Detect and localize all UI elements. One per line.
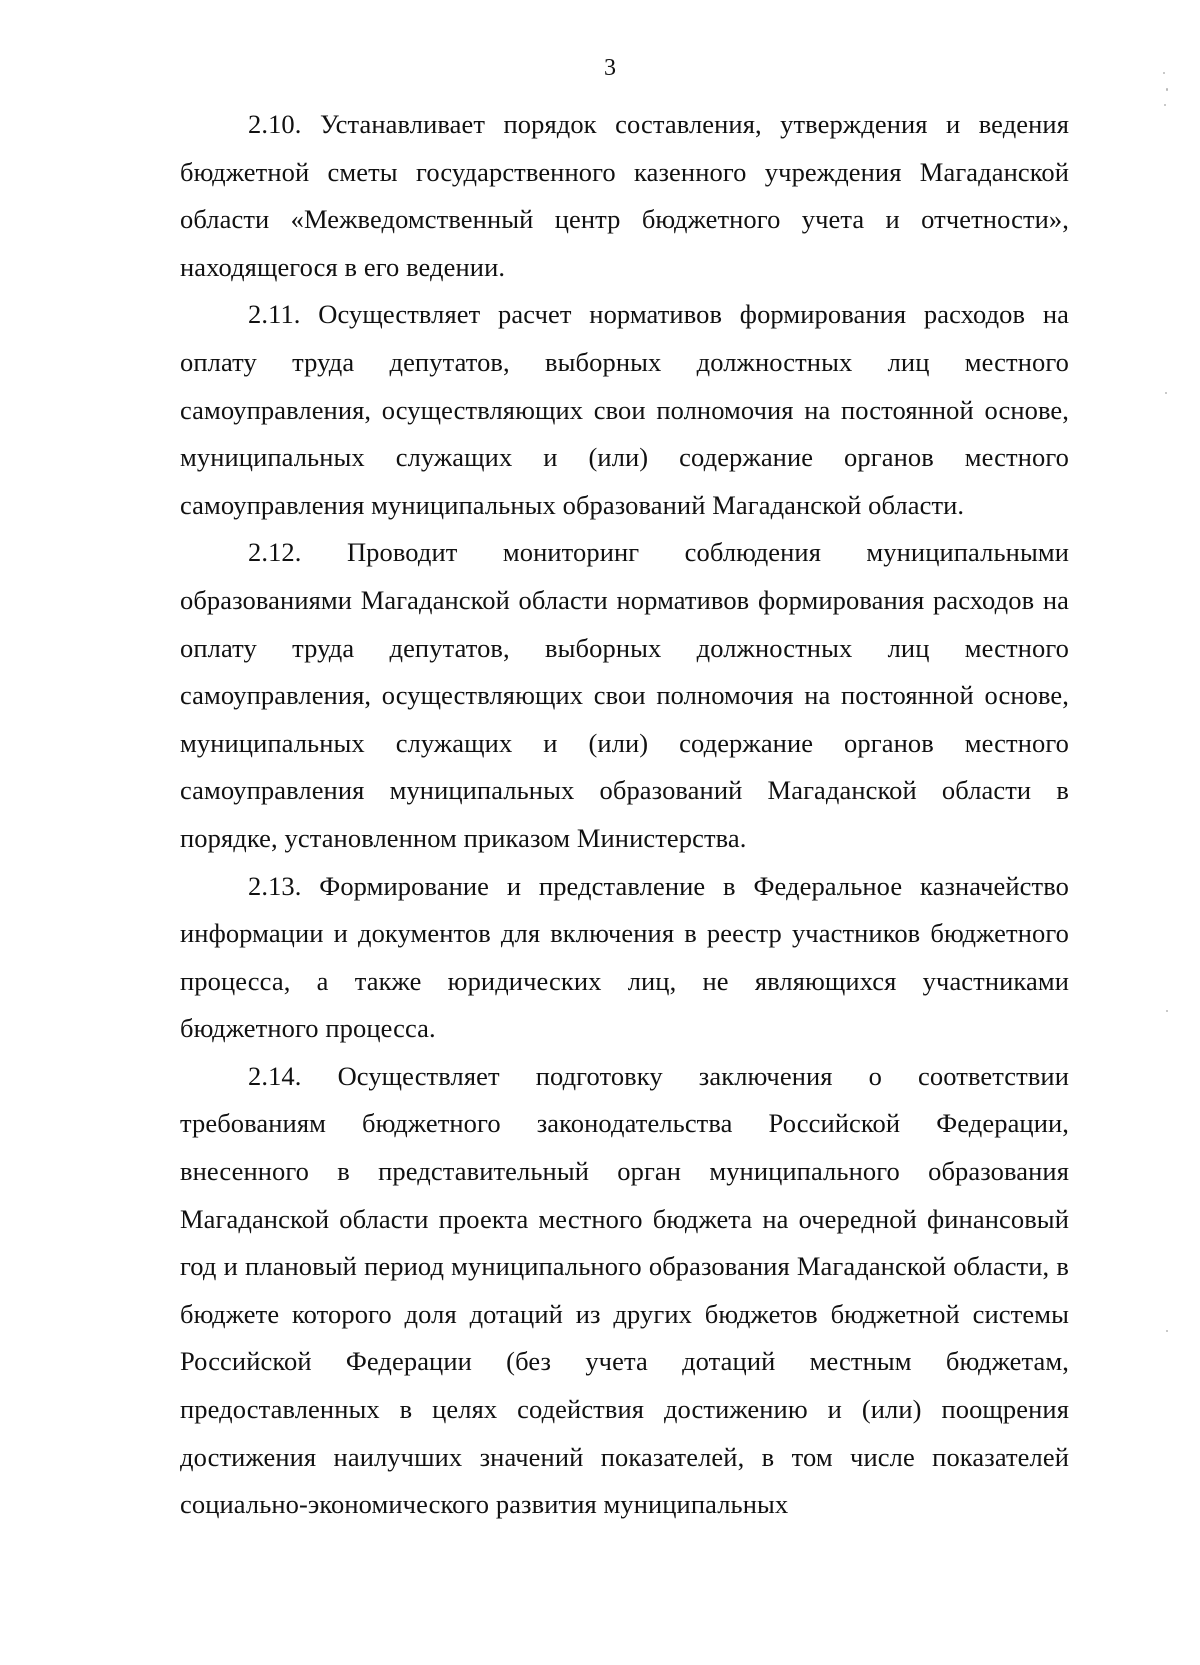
scan-artifact [1166,1010,1168,1012]
scan-artifact [1165,392,1167,394]
document-body [180,101,1069,1529]
page-number: 3 [604,55,616,81]
paragraph-2-13: 2.13. Формирование и представление в Федеральное казначейство информации и документов для включения в реестр участников бюджетного процесса, а также юридических лиц, не являющихся участниками бюджетного процесса. [180,870,1069,1044]
scan-artifact [1163,72,1165,74]
paragraph-2-12: 2.12. Проводит мониторинг соблюдения муниципальными образованиями Магаданской области нормативов формирования расходов на оплату труда депутатов, выборных должностных лиц местного самоуправления, осуществляющих свои полномочия на постоянной основе, муниципальных служащих и (или) содержание органов местного самоуправления муниципальных образований Магаданской области в порядке, установленном приказом Министерства. [180,537,1069,853]
paragraph-2-11: 2.11. Осуществляет расчет нормативов формирования расходов на оплату труда депутатов, выборных должностных лиц местного самоуправления, осуществляющих свои полномочия на постоянной основе, муниципальных служащих и (или) содержание органов местного самоуправления муниципальных образований Магаданской области. [180,299,1069,520]
paragraph-2-14: 2.14. Осуществляет подготовку заключения о соответствии требованиям бюджетного законодательства Российской Федерации, внесенного в представительный орган муниципального образования Магаданской области проекта местного бюджета на очередной финансовый год и плановый период муниципального образования Магаданской области, в бюджете которого доля дотаций из других бюджетов бюджетной системы Российской Федерации (без учета дотаций местным бюджетам, предоставленных в целях содействия достижению и (или) поощрения достижения наилучших значений показателей, в том числе показателей социально-экономического развития муниципальных [180,1060,1069,1520]
scan-artifact [1166,1330,1168,1332]
scan-artifact [1164,104,1166,106]
scan-artifact [1166,88,1168,91]
paragraph-2-10: 2.10. Устанавливает порядок составления, утверждения и ведения бюджетной сметы государственного казенного учреждения Магаданской области «Межведомственный центр бюджетного учета и отчетности», находящегося в его ведении. [180,109,1069,282]
